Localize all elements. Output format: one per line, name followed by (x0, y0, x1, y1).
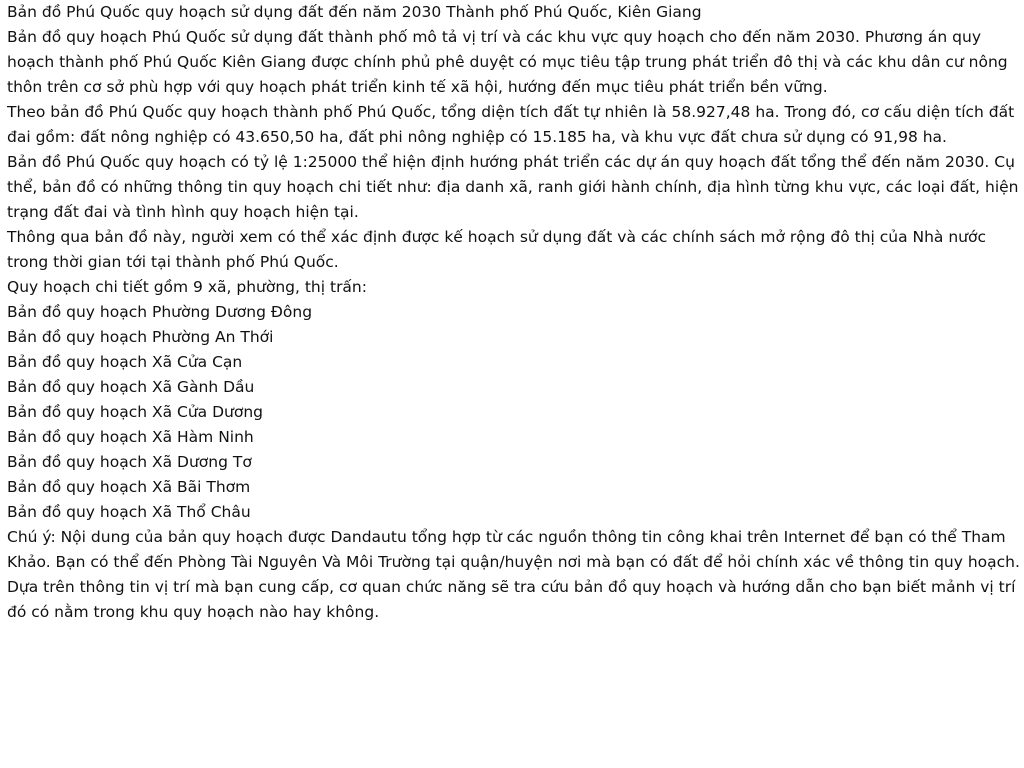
list-item: Bản đồ quy hoạch Xã Dương Tơ (7, 453, 252, 471)
document-body (7, 0, 1024, 625)
plan-list (7, 300, 1024, 525)
list-item: Bản đồ quy hoạch Phường Dương Đông (7, 303, 313, 321)
list-item: Bản đồ quy hoạch Xã Cửa Cạn (7, 353, 243, 371)
list-item: Bản đồ quy hoạch Phường An Thới (7, 328, 274, 346)
scale-paragraph: Bản đồ Phú Quốc quy hoạch có tỷ lệ 1:25000 thể hiện định hướng phát triển các dự án quy hoạch đất tổng thể đến năm 2030. Cụ thể, bản đồ có những thông tin quy hoạch chi tiết như: địa danh xã, ranh giới hành chính, địa hình từng khu vực, các loại đất, hiện trạng đất đai và tình hình quy hoạch hiện tại. (7, 153, 1019, 221)
list-item: Bản đồ quy hoạch Xã Thổ Châu (7, 503, 251, 521)
list-item: Bản đồ quy hoạch Xã Gành Dầu (7, 378, 255, 396)
list-item: Bản đồ quy hoạch Xã Hàm Ninh (7, 428, 254, 446)
list-item: Bản đồ quy hoạch Xã Bãi Thơm (7, 478, 251, 496)
list-intro: Quy hoạch chi tiết gồm 9 xã, phường, thị trấn: (7, 278, 367, 296)
area-paragraph: Theo bản đồ Phú Quốc quy hoạch thành phố Phú Quốc, tổng diện tích đất tự nhiên là 58.927,48 ha. Trong đó, cơ cấu diện tích đất đai gồm: đất nông nghiệp có 43.650,50 ha, đất phi nông nghiệp có 15.185 ha, và khu vực đất chưa sử dụng có 91,98 ha. (7, 103, 1015, 146)
usage-paragraph: Thông qua bản đồ này, người xem có thể xác định được kế hoạch sử dụng đất và các chính sách mở rộng đô thị của Nhà nước trong thời gian tới tại thành phố Phú Quốc. (7, 228, 987, 271)
note-paragraph: Chú ý: Nội dung của bản quy hoạch được Dandautu tổng hợp từ các nguồn thông tin công khai trên Internet để bạn có thể Tham Khảo. Bạn có thể đến Phòng Tài Nguyên Và Môi Trường tại quận/huyện nơi mà bạn có đất để hỏi chính xác về thông tin quy hoạch. Dựa trên thông tin vị trí mà bạn cung cấp, cơ quan chức năng sẽ tra cứu bản đồ quy hoạch và hướng dẫn cho bạn biết mảnh vị trí đó có nằm trong khu quy hoạch nào hay không. (7, 528, 1020, 621)
intro-paragraph: Bản đồ quy hoạch Phú Quốc sử dụng đất thành phố mô tả vị trí và các khu vực quy hoạch cho đến năm 2030. Phương án quy hoạch thành phố Phú Quốc Kiên Giang được chính phủ phê duyệt có mục tiêu tập trung phát triển đô thị và các khu dân cư nông thôn trên cơ sở phù hợp với quy hoạch phát triển kinh tế xã hội, hướng đến mục tiêu phát triển bền vững. (7, 28, 1008, 96)
list-item: Bản đồ quy hoạch Xã Cửa Dương (7, 403, 263, 421)
page-title: Bản đồ Phú Quốc quy hoạch sử dụng đất đến năm 2030 Thành phố Phú Quốc, Kiên Giang (7, 3, 702, 21)
